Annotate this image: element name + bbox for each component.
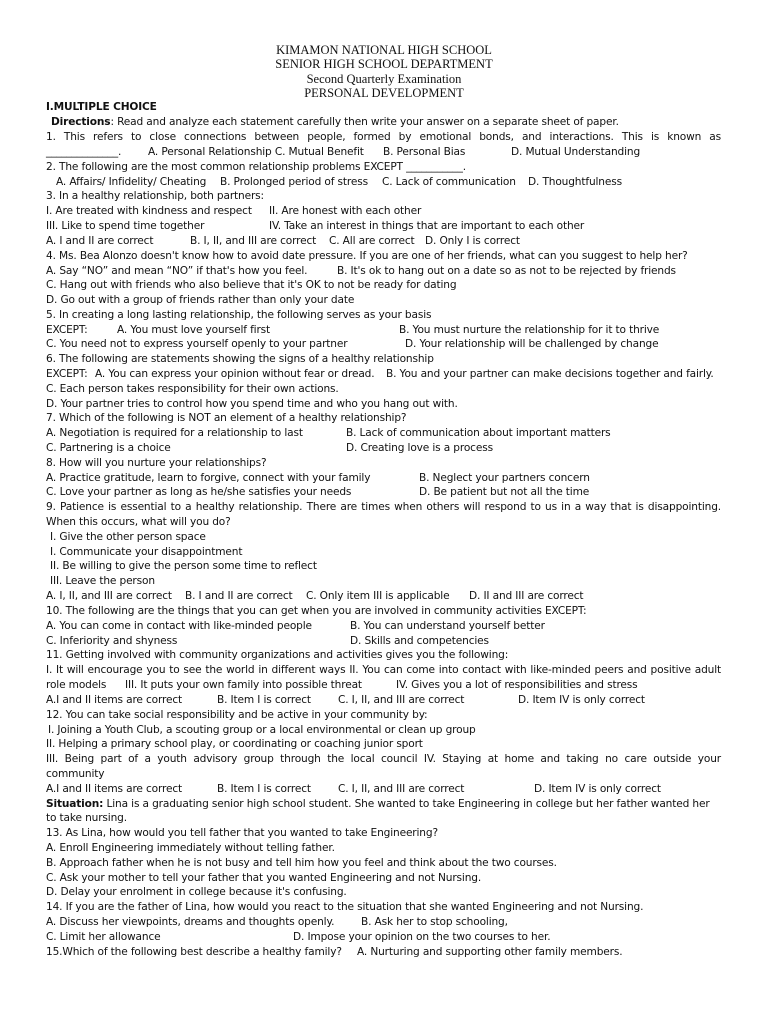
q6-choice-b: B. You and your partner can make decisions together and fairly.: [386, 368, 714, 380]
q7-choice-a: A. Negotiation is required for a relationship to last: [46, 427, 303, 439]
q9-choice-d: D. II and III are correct: [469, 590, 584, 602]
situation: [46, 797, 710, 811]
q3-item-i: I. Are treated with kindness and respect: [46, 205, 252, 217]
q5-except: EXCEPT:: [46, 324, 88, 336]
q9-item-ii: II. Be willing to give the person some time to reflect: [50, 560, 317, 572]
department-name: SENIOR HIGH SCHOOL DEPARTMENT: [275, 57, 493, 71]
q9-item-iii: III. Leave the person: [50, 575, 155, 587]
q2-choice-c: C. Lack of communication: [382, 176, 516, 188]
q15-stem: 15.Which of the following best describe a healthy family?: [46, 946, 342, 958]
q3-choice-b: B. I, II, and III are correct: [190, 235, 317, 247]
q5-choice-c: C. You need not to express yourself openly to your partner: [46, 338, 348, 350]
q1-choices-ac: A. Personal Relationship C. Mutual Benefit: [148, 146, 364, 158]
q8-stem: 8. How will you nurture your relationships?: [46, 457, 267, 469]
q9-choice-c: C. Only item III is applicable: [306, 590, 450, 602]
q12-item-iii-cont: community: [46, 768, 105, 780]
q10-choice-a: A. You can come in contact with like-minded people: [46, 620, 312, 632]
situation-text-cont: to take nursing.: [46, 812, 127, 824]
section-title: I.MULTIPLE CHOICE: [46, 101, 157, 113]
q9-choice-b: B. I and II are correct: [185, 590, 293, 602]
q11-items-l2a: role models: [46, 679, 107, 691]
q1-stem: 1. This refers to close connections between people, formed by emotional bonds, and interactions. This is known as: [46, 131, 721, 143]
q10-choice-d: D. Skills and competencies: [350, 635, 489, 647]
q12-stem: 12. You can take social responsibility and be active in your community by:: [46, 709, 428, 721]
q14-stem: 14. If you are the father of Lina, how would you react to the situation that she wanted Engineering and not Nursing.: [46, 901, 644, 913]
q3-item-ii: II. Are honest with each other: [269, 205, 422, 217]
situation-text: Lina is a graduating senior high school student. She wanted to take Engineering in college but her father wanted her: [103, 798, 710, 810]
q6-choice-d: D. Your partner tries to control how you spend time and who you hang out with.: [46, 398, 458, 410]
q11-choice-d: D. Item IV is only correct: [518, 694, 645, 706]
q13-choice-d: D. Delay your enrolment in college because it's confusing.: [46, 886, 347, 898]
q7-choice-d: D. Creating love is a process: [346, 442, 493, 454]
q13-choice-a: A. Enroll Engineering immediately without telling father.: [46, 842, 335, 854]
q9-item-i2: I. Communicate your disappointment: [50, 546, 243, 558]
q5-choice-a: A. You must love yourself first: [117, 324, 271, 336]
subject-title: PERSONAL DEVELOPMENT: [304, 86, 464, 100]
q12-item-ii: II. Helping a primary school play, or coordinating or coaching junior sport: [46, 738, 423, 750]
q3-item-iv: IV. Take an interest in things that are important to each other: [269, 220, 585, 232]
directions-label: Directions: [51, 116, 111, 128]
q7-choice-b: B. Lack of communication about important matters: [346, 427, 611, 439]
school-name: KIMAMON NATIONAL HIGH SCHOOL: [276, 43, 492, 57]
exam-title: Second Quarterly Examination: [306, 72, 462, 86]
q13-choice-b: B. Approach father when he is not busy and tell him how you feel and think about the two courses.: [46, 857, 557, 869]
q3-item-iii: III. Like to spend time together: [46, 220, 205, 232]
q9-stem-line1: 9. Patience is essential to a healthy relationship. There are times when others will respond to us in a way that is disappointing.: [46, 501, 721, 513]
q15-choice-a: A. Nurturing and supporting other family members.: [357, 946, 623, 958]
q11-choice-c: C. I, II, and III are correct: [338, 694, 465, 706]
q8-choice-b: B. Neglect your partners concern: [419, 472, 590, 484]
q5-choice-b: B. You must nurture the relationship for it to thrive: [399, 324, 660, 336]
q1-choice-b: B. Personal Bias: [383, 146, 466, 158]
q3-choice-a: A. I and II are correct: [46, 235, 154, 247]
q11-choice-a: A.I and II items are correct: [46, 694, 183, 706]
directions: [51, 115, 619, 129]
q8-choice-d: D. Be patient but not all the time: [419, 486, 590, 498]
q10-stem: 10. The following are the things that you can get when you are involved in community activities EXCEPT:: [46, 605, 587, 617]
q14-choice-d: D. Impose your opinion on the two courses to her.: [293, 931, 551, 943]
q4-choice-d: D. Go out with a group of friends rather than only your date: [46, 294, 355, 306]
q14-choice-b: B. Ask her to stop schooling,: [361, 916, 508, 928]
q6-except: EXCEPT:: [46, 368, 88, 380]
q12-item-iii: III. Being part of a youth advisory group through the local council IV. Staying at home and taking no care outside your: [46, 753, 721, 765]
q14-choice-a: A. Discuss her viewpoints, dreams and thoughts openly.: [46, 916, 335, 928]
q4-stem: 4. Ms. Bea Alonzo doesn't know how to avoid date pressure. If you are one of her friends, what can you suggest to help her?: [46, 250, 688, 262]
q6-stem: 6. The following are statements showing the signs of a healthy relationship: [46, 353, 434, 365]
q11-choice-b: B. Item I is correct: [217, 694, 311, 706]
q12-item-i: I. Joining a Youth Club, a scouting group or a local environmental or clean up group: [48, 724, 476, 736]
q11-items-l2c: IV. Gives you a lot of responsibilities and stress: [396, 679, 638, 691]
q11-items-l2b: III. It puts your own family into possible threat: [125, 679, 362, 691]
q12-choice-b: B. Item I is correct: [217, 783, 311, 795]
q7-stem: 7. Which of the following is NOT an element of a healthy relationship?: [46, 412, 407, 424]
q10-choice-c: C. Inferiority and shyness: [46, 635, 178, 647]
q3-choice-d: D. Only I is correct: [425, 235, 520, 247]
q9-item-i: I. Give the other person space: [50, 531, 206, 543]
q2-stem: 2. The following are the most common relationship problems EXCEPT ___________.: [46, 161, 466, 173]
q8-choice-a: A. Practice gratitude, learn to forgive, connect with your family: [46, 472, 371, 484]
q12-choice-d: D. Item IV is only correct: [534, 783, 661, 795]
situation-label: Situation:: [46, 798, 104, 810]
q5-choice-d: D. Your relationship will be challenged by change: [405, 338, 659, 350]
q9-choice-a: A. I, II, and III are correct: [46, 590, 172, 602]
directions-text: : Read and analyze each statement carefully then write your answer on a separate sheet of paper.: [110, 116, 619, 128]
q4-choice-a: A. Say “NO” and mean “NO” if that's how you feel.: [46, 265, 308, 277]
q14-choice-c: C. Limit her allowance: [46, 931, 161, 943]
q2-choice-b: B. Prolonged period of stress: [220, 176, 368, 188]
q8-choice-c: C. Love your partner as long as he/she satisfies your needs: [46, 486, 352, 498]
q2-choice-d: D. Thoughtfulness: [528, 176, 622, 188]
q4-choice-c: C. Hang out with friends who also believe that it's OK to not be ready for dating: [46, 279, 457, 291]
q4-choice-b: B. It's ok to hang out on a date so as not to be rejected by friends: [337, 265, 676, 277]
q9-stem-line2: When this occurs, what will you do?: [46, 516, 231, 528]
q7-choice-c: C. Partnering is a choice: [46, 442, 171, 454]
q12-choice-a: A.I and II items are correct: [46, 783, 183, 795]
q1-blank: ______________.: [46, 146, 122, 158]
q11-stem: 11. Getting involved with community organizations and activities gives you the following:: [46, 649, 509, 661]
q10-choice-b: B. You can understand yourself better: [350, 620, 545, 632]
q6-choice-a: A. You can express your opinion without fear or dread.: [95, 368, 375, 380]
q13-stem: 13. As Lina, how would you tell father that you wanted to take Engineering?: [46, 827, 438, 839]
q13-choice-c: C. Ask your mother to tell your father that you wanted Engineering and not Nursing.: [46, 872, 482, 884]
q6-choice-c: C. Each person takes responsibility for their own actions.: [46, 383, 339, 395]
q3-choice-c: C. All are correct: [329, 235, 415, 247]
q2-choice-a: A. Affairs/ Infidelity/ Cheating: [56, 176, 207, 188]
q3-stem: 3. In a healthy relationship, both partners:: [46, 190, 264, 202]
q11-items-line1: I. It will encourage you to see the world in different ways II. You can come into contact with like-minded peers and positive adult: [46, 664, 721, 676]
q5-stem: 5. In creating a long lasting relationship, the following serves as your basis: [46, 309, 432, 321]
q12-choice-c: C. I, II, and III are correct: [338, 783, 465, 795]
q1-choice-d: D. Mutual Understanding: [511, 146, 641, 158]
